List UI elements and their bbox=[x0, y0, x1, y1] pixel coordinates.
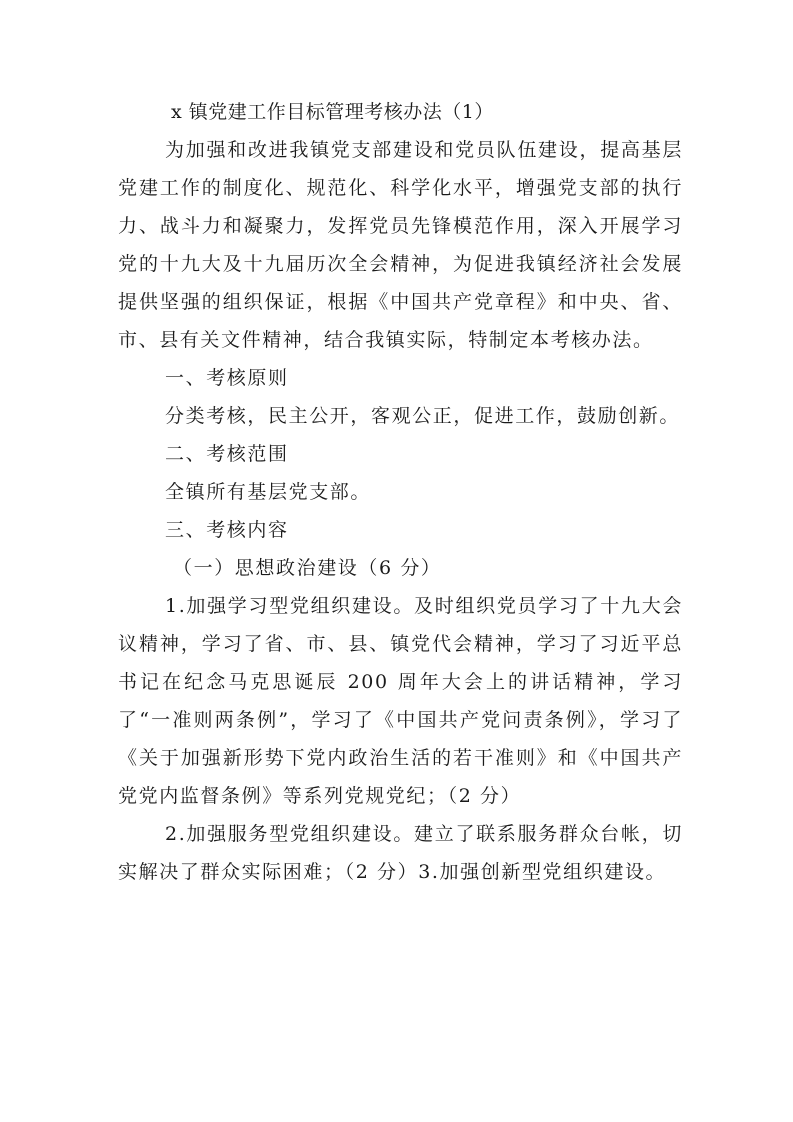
section-heading-principles: 一、考核原则 bbox=[165, 367, 289, 389]
document-body bbox=[118, 93, 683, 891]
list-item-service-org: 2.加强服务型党组织建设。建立了联系服务群众台帐，切实解决了群众实际困难；（2 分）3.加强创新型党组织建设。 bbox=[118, 823, 683, 883]
principles-text: 分类考核，民主公开，客观公正，促进工作，鼓励创新。 bbox=[165, 405, 681, 427]
section-heading-content: 三、考核内容 bbox=[165, 519, 289, 541]
subsection-heading-ideology: （一）思想政治建设（6 分） bbox=[173, 557, 442, 579]
intro-paragraph: 为加强和改进我镇党支部建设和党员队伍建设，提高基层党建工作的制度化、规范化、科学化水平，增强党支部的执行力、战斗力和凝聚力，发挥党员先锋模范作用，深入开展学习党的十九大及十九届历次全会精神，为促进我镇经济社会发展提供坚强的组织保证，根据《中国共产党章程》和中央、省、市、县有关文件精神，结合我镇实际，特制定本考核办法。 bbox=[118, 139, 683, 351]
document-title: x 镇党建工作目标管理考核办法（1） bbox=[171, 101, 494, 123]
list-item-study-org: 1.加强学习型党组织建设。及时组织党员学习了十九大会议精神，学习了省、市、县、镇党代会精神，学习了习近平总书记在纪念马克思诞辰 200 周年大会上的讲话精神，学习了“一准则两条例”，学习了《中国共产党问责条例》，学习了《关于加强新形势下党内政治生活的若干准则》和《中国共产党党内监督条例》等系列党规党纪；（2 分） bbox=[118, 595, 683, 807]
section-heading-scope: 二、考核范围 bbox=[165, 443, 289, 465]
scope-text: 全镇所有基层党支部。 bbox=[165, 481, 372, 503]
